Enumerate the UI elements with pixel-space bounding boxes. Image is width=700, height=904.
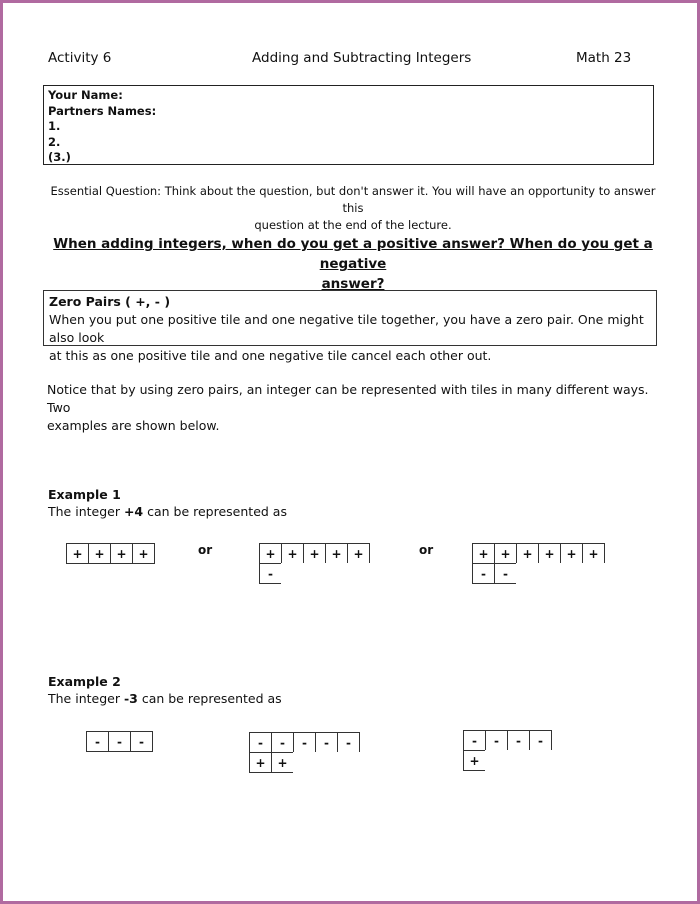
empty-cell bbox=[281, 563, 304, 584]
empty-cell bbox=[529, 750, 552, 771]
example-2-description bbox=[48, 691, 282, 706]
empty-cell bbox=[516, 563, 539, 584]
example-2-integer: -3 bbox=[123, 691, 138, 706]
negative-tile: - bbox=[259, 563, 282, 584]
negative-tile: - bbox=[249, 732, 272, 753]
negative-tile: - bbox=[463, 730, 486, 751]
example-1-tiles-c bbox=[472, 543, 604, 583]
your-name-label: Your Name: bbox=[48, 88, 123, 102]
notice-line-1: Notice that by using zero pairs, an integer can be represented with tiles in many different ways. Two bbox=[47, 382, 649, 415]
example-2-desc-suffix: can be represented as bbox=[137, 691, 282, 706]
positive-tile: + bbox=[249, 752, 272, 773]
partner-line-1: 1. bbox=[48, 119, 61, 133]
example-2-tiles-c bbox=[463, 730, 551, 770]
positive-tile: + bbox=[271, 752, 294, 773]
example-2-tiles-a bbox=[86, 731, 152, 751]
example-2-tiles-b bbox=[249, 732, 359, 772]
essential-question-line-1: Essential Question: Think about the question, but don't answer it. You will have an opportunity to answer this bbox=[50, 184, 656, 215]
negative-tile: - bbox=[472, 563, 495, 584]
empty-cell bbox=[507, 750, 530, 771]
positive-tile: + bbox=[110, 543, 133, 564]
positive-tile: + bbox=[88, 543, 111, 564]
positive-tile: + bbox=[516, 543, 539, 564]
empty-cell bbox=[485, 750, 508, 771]
example-2-title: Example 2 bbox=[48, 674, 121, 689]
positive-tile: + bbox=[66, 543, 89, 564]
empty-cell bbox=[582, 563, 605, 584]
key-question bbox=[43, 234, 663, 294]
empty-cell bbox=[538, 563, 561, 584]
example-1-tiles-a bbox=[66, 543, 154, 563]
positive-tile: + bbox=[472, 543, 495, 564]
positive-tile: + bbox=[463, 750, 486, 771]
negative-tile: - bbox=[529, 730, 552, 751]
zero-pairs-line-1: When you put one positive tile and one negative tile together, you have a zero pair. One might also look bbox=[49, 312, 644, 345]
zero-pairs-line-2: at this as one positive tile and one negative tile cancel each other out. bbox=[49, 348, 492, 363]
empty-cell bbox=[347, 563, 370, 584]
negative-tile: - bbox=[86, 731, 109, 752]
positive-tile: + bbox=[132, 543, 155, 564]
negative-tile: - bbox=[130, 731, 153, 752]
example-1-desc-suffix: can be represented as bbox=[143, 504, 287, 519]
negative-tile: - bbox=[337, 732, 360, 753]
essential-question-line-2: question at the end of the lecture. bbox=[254, 218, 452, 232]
notice-paragraph bbox=[47, 381, 657, 435]
example-1-desc-prefix: The integer bbox=[48, 504, 124, 519]
zero-pairs-title: Zero Pairs ( +, - ) bbox=[49, 294, 171, 309]
negative-tile: - bbox=[271, 732, 294, 753]
key-question-line-1: When adding integers, when do you get a positive answer? When do you get a negative bbox=[53, 236, 653, 272]
positive-tile: + bbox=[582, 543, 605, 564]
positive-tile: + bbox=[259, 543, 282, 564]
negative-tile: - bbox=[507, 730, 530, 751]
or-label: or bbox=[419, 543, 434, 557]
student-info-box bbox=[43, 85, 654, 165]
notice-line-2: examples are shown below. bbox=[47, 418, 220, 433]
example-1-integer: +4 bbox=[123, 504, 144, 519]
page-title: Adding and Subtracting Integers bbox=[252, 50, 472, 66]
positive-tile: + bbox=[281, 543, 304, 564]
empty-cell bbox=[315, 752, 338, 773]
empty-cell bbox=[293, 752, 316, 773]
empty-cell bbox=[560, 563, 583, 584]
zero-pairs-box bbox=[43, 290, 657, 363]
positive-tile: + bbox=[538, 543, 561, 564]
partners-label: Partners Names: bbox=[48, 103, 157, 118]
empty-cell bbox=[337, 752, 360, 773]
positive-tile: + bbox=[347, 543, 370, 564]
partner-line-2: 2. bbox=[48, 134, 61, 149]
negative-tile: - bbox=[315, 732, 338, 753]
positive-tile: + bbox=[494, 543, 517, 564]
negative-tile: - bbox=[485, 730, 508, 751]
key-question-line-2: answer? bbox=[321, 276, 385, 292]
example-2-desc-prefix: The integer bbox=[48, 691, 124, 706]
example-1-title: Example 1 bbox=[48, 487, 121, 502]
negative-tile: - bbox=[108, 731, 131, 752]
essential-question bbox=[43, 183, 663, 234]
negative-tile: - bbox=[293, 732, 316, 753]
negative-tile: - bbox=[494, 563, 517, 584]
positive-tile: + bbox=[303, 543, 326, 564]
positive-tile: + bbox=[560, 543, 583, 564]
activity-label: Activity 6 bbox=[48, 50, 112, 66]
partner-line-3: (3.) bbox=[48, 150, 71, 164]
example-1-description bbox=[48, 504, 287, 519]
positive-tile: + bbox=[325, 543, 348, 564]
or-label: or bbox=[198, 543, 213, 557]
course-label: Math 23 bbox=[576, 50, 632, 66]
example-1-tiles-b bbox=[259, 543, 369, 583]
empty-cell bbox=[303, 563, 326, 584]
empty-cell bbox=[325, 563, 348, 584]
